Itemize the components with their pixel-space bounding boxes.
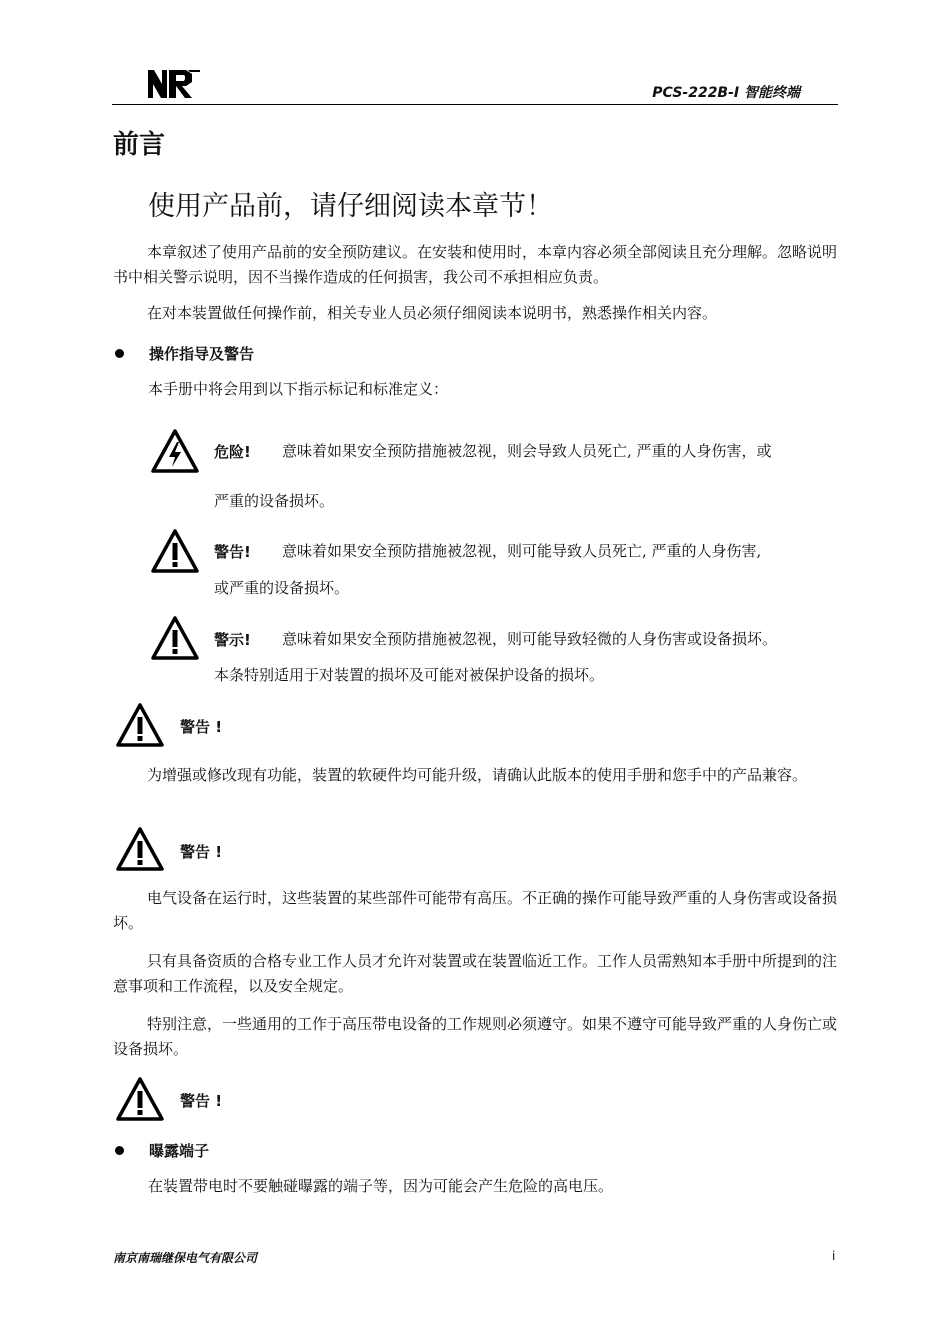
definition-text: 意味着如果安全预防措施被忽视，则会导致人员死亡, 严重的人身伤害，或 bbox=[282, 442, 772, 460]
warning-paragraph: 只有具备资质的合格专业工作人员才允许对装置或在装置临近工作。工作人员需熟知本手册中所提到的注意事项和工作流程，以及安全规定。 bbox=[113, 952, 838, 995]
definition-label-caution: 警示! bbox=[214, 631, 251, 649]
danger-electric-icon bbox=[150, 428, 200, 474]
section-title: 前言 bbox=[113, 130, 166, 160]
page-number: i bbox=[832, 1249, 836, 1263]
bullet-heading-terminals bbox=[113, 1140, 209, 1161]
header-divider bbox=[112, 104, 838, 105]
caution-icon bbox=[150, 615, 200, 661]
warning-label: 警告 ! bbox=[180, 718, 223, 736]
definition-text: 意味着如果安全预防措施被忽视，则可能导致轻微的人身伤害或设备损坏。 bbox=[282, 630, 778, 648]
warning-icon bbox=[115, 702, 165, 748]
nr-logo bbox=[148, 70, 200, 98]
warning-label: 警告 ! bbox=[180, 1092, 223, 1110]
intro-paragraph: 在对本装置做任何操作前，相关专业人员必须仔细阅读本说明书，熟悉操作相关内容。 bbox=[147, 304, 718, 322]
subtitle: 使用产品前，请仔细阅读本章节！ bbox=[148, 191, 553, 222]
definition-text: 意味着如果安全预防措施被忽视，则可能导致人员死亡, 严重的人身伤害, bbox=[282, 542, 762, 560]
warning-icon bbox=[115, 826, 165, 872]
bullet-description: 本手册中将会用到以下指示标记和标准定义： bbox=[148, 380, 449, 398]
bullet-description: 在装置带电时不要触碰曝露的端子等，因为可能会产生危险的高电压。 bbox=[148, 1177, 614, 1195]
definition-text-continued: 本条特别适用于对装置的损坏及可能对被保护设备的损坏。 bbox=[214, 666, 605, 684]
warning-icon bbox=[150, 528, 200, 574]
warning-icon bbox=[115, 1076, 165, 1122]
footer-company: 南京南瑞继保电气有限公司 bbox=[113, 1251, 258, 1265]
warning-paragraph: 特别注意，一些通用的工作于高压带电设备的工作规则必须遵守。如果不遵守可能导致严重的人身伤亡或设备损坏。 bbox=[113, 1015, 838, 1058]
bullet-title: 操作指导及警告 bbox=[149, 345, 255, 363]
definition-text-continued: 或严重的设备损坏。 bbox=[214, 579, 350, 597]
warning-label: 警告 ! bbox=[180, 843, 223, 861]
bullet-icon bbox=[115, 349, 124, 358]
bullet-heading-operation bbox=[113, 343, 254, 364]
bullet-title: 曝露端子 bbox=[149, 1142, 210, 1160]
intro-paragraph: 本章叙述了使用产品前的安全预防建议。在安装和使用时，本章内容必须全部阅读且充分理解。忽略说明书中相关警示说明，因不当操作造成的任何损害，我公司不承担相应负责。 bbox=[113, 243, 838, 286]
bullet-icon bbox=[115, 1146, 124, 1155]
definition-label-danger: 危险! bbox=[214, 443, 251, 461]
definition-text-continued: 严重的设备损坏。 bbox=[214, 492, 335, 510]
warning-paragraph: 为增强或修改现有功能，装置的软硬件均可能升级，请确认此版本的使用手册和您手中的产品兼容。 bbox=[147, 766, 808, 784]
definition-label-warning: 警告! bbox=[214, 543, 251, 561]
product-title: PCS-222B-I 智能终端 bbox=[652, 85, 800, 101]
warning-paragraph: 电气设备在运行时，这些装置的某些部件可能带有高压。不正确的操作可能导致严重的人身伤害或设备损坏。 bbox=[113, 889, 838, 932]
